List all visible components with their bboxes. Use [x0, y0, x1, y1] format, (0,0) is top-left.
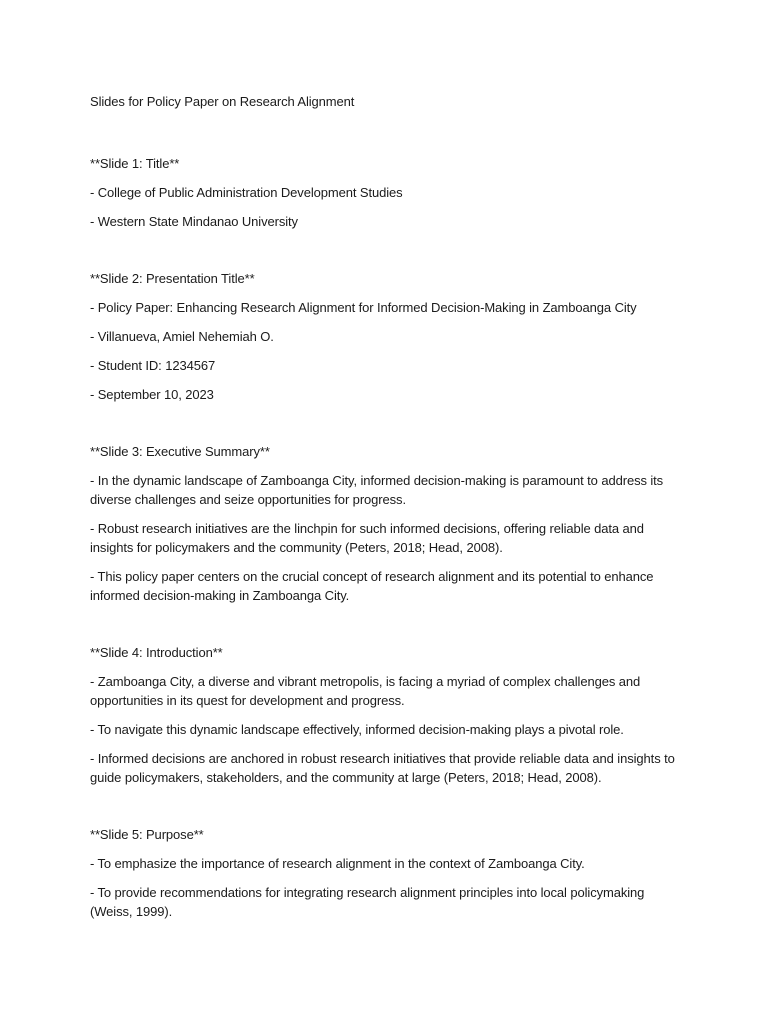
- slide-section-4: [90, 643, 690, 787]
- slide-heading: **Slide 1: Title**: [90, 156, 180, 171]
- bullet-item: - Villanueva, Amiel Nehemiah O.: [90, 329, 274, 344]
- bullet-item: - Student ID: 1234567: [90, 358, 216, 373]
- slide-section-1: [90, 154, 690, 231]
- bullet-item: - This policy paper centers on the crucial concept of research alignment and its potential to enhance informed decision-making in Zamboanga City.: [90, 569, 654, 603]
- bullet-item: - To emphasize the importance of research alignment in the context of Zamboanga City.: [90, 856, 585, 871]
- slide-heading: **Slide 4: Introduction**: [90, 645, 223, 660]
- bullet-item: - College of Public Administration Development Studies: [90, 185, 403, 200]
- bullet-item: - To navigate this dynamic landscape effectively, informed decision-making plays a pivotal role.: [90, 722, 624, 737]
- bullet-item: - To provide recommendations for integrating research alignment principles into local policymaking (Weiss, 1999).: [90, 885, 645, 919]
- slide-heading: **Slide 3: Executive Summary**: [90, 444, 270, 459]
- slide-section-3: [90, 442, 690, 605]
- slide-heading: **Slide 5: Purpose**: [90, 827, 204, 842]
- bullet-item: - In the dynamic landscape of Zamboanga City, informed decision-making is paramount to address its diverse challenges and seize opportunities for progress.: [90, 473, 664, 507]
- slide-heading: **Slide 2: Presentation Title**: [90, 271, 255, 286]
- bullet-item: - Informed decisions are anchored in robust research initiatives that provide reliable data and insights to guide policymakers, stakeholders, and the community at large (Peters, 2018; Head, 2008).: [90, 751, 675, 785]
- slide-section-2: [90, 269, 690, 404]
- bullet-item: - Policy Paper: Enhancing Research Alignment for Informed Decision-Making in Zamboanga City: [90, 300, 637, 315]
- bullet-item: - September 10, 2023: [90, 387, 214, 402]
- bullet-item: - Zamboanga City, a diverse and vibrant metropolis, is facing a myriad of complex challenges and opportunities in its quest for development and progress.: [90, 674, 641, 708]
- bullet-item: - Western State Mindanao University: [90, 214, 298, 229]
- document-title: Slides for Policy Paper on Research Alignment: [90, 94, 355, 109]
- document-page: [90, 92, 690, 959]
- slide-section-5: [90, 825, 690, 921]
- bullet-item: - Robust research initiatives are the linchpin for such informed decisions, offering reliable data and insights for policymakers and the community (Peters, 2018; Head, 2008).: [90, 521, 644, 555]
